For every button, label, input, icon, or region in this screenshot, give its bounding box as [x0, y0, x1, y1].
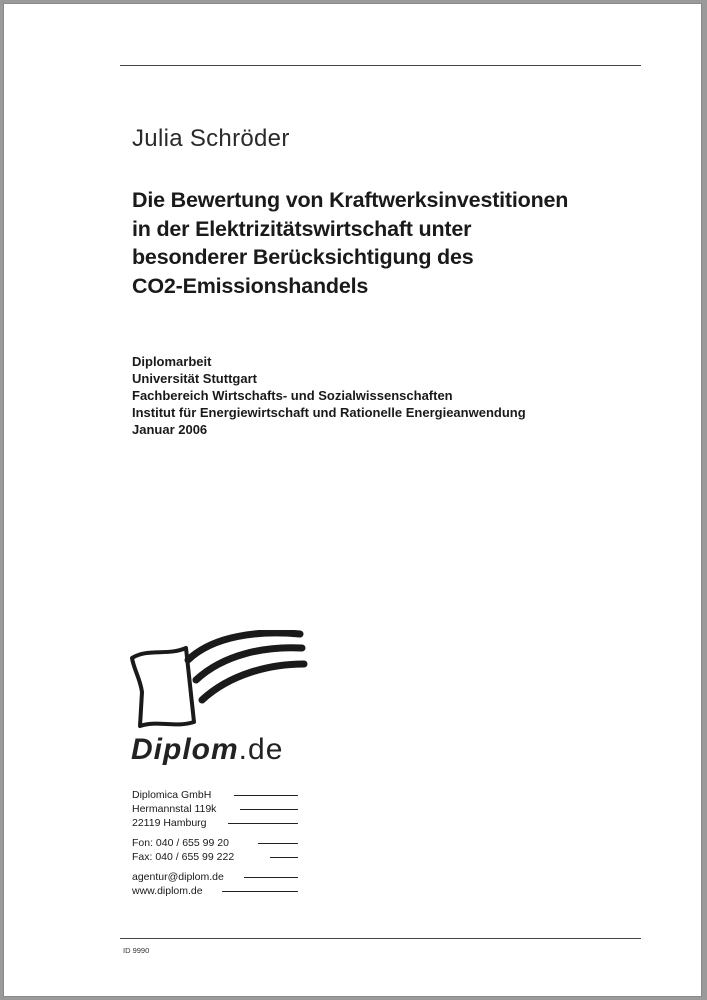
contact-dash [244, 877, 298, 878]
top-rule [120, 65, 641, 66]
department: Fachbereich Wirtschafts- und Sozialwissenschaften [132, 388, 453, 403]
city-address: 22119 Hamburg [132, 817, 207, 829]
publisher-contact [132, 788, 234, 898]
title-line: CO2-Emissionshandels [132, 273, 369, 298]
diplom-logo-icon [128, 630, 308, 730]
university: Universität Stuttgart [132, 371, 257, 386]
thesis-title [132, 186, 637, 300]
institute: Institut für Energiewirtschaft und Rationelle Energieanwendung [132, 405, 526, 420]
bottom-rule [120, 938, 641, 939]
title-line: in der Elektrizitätswirtschaft unter [132, 216, 472, 241]
date: Januar 2006 [132, 422, 208, 437]
phone-number: Fon: 040 / 655 99 20 [132, 837, 229, 849]
thesis-type: Diplomarbeit [132, 354, 212, 369]
brand-wordmark [131, 733, 283, 767]
contact-line [132, 884, 234, 898]
company-name: Diplomica GmbH [132, 789, 212, 801]
street-address: Hermannstal 119k [132, 803, 217, 815]
contact-line [132, 850, 234, 864]
contact-line [132, 836, 234, 850]
contact-line [132, 802, 234, 816]
website-url: www.diplom.de [132, 885, 203, 897]
contact-line [132, 816, 234, 830]
author-name: Julia Schröder [132, 125, 290, 152]
cover-page [4, 4, 701, 996]
document-id: ID 9990 [123, 946, 150, 955]
contact-line [132, 788, 234, 802]
contact-dash [222, 891, 298, 892]
email-address: agentur@diplom.de [132, 871, 224, 883]
contact-dash [258, 843, 298, 844]
contact-dash [240, 809, 298, 810]
contact-dash [270, 857, 298, 858]
contact-dash [228, 823, 298, 824]
title-line: Die Bewertung von Kraftwerksinvestitionen [132, 188, 569, 212]
brand-tld: .de [238, 733, 284, 766]
fax-number: Fax: 040 / 655 99 222 [132, 851, 235, 863]
thesis-details [132, 353, 526, 438]
contact-line [132, 870, 234, 884]
contact-dash [234, 795, 298, 796]
title-line: besonderer Berücksichtigung des [132, 245, 474, 269]
brand-name: Diplom [131, 733, 239, 766]
